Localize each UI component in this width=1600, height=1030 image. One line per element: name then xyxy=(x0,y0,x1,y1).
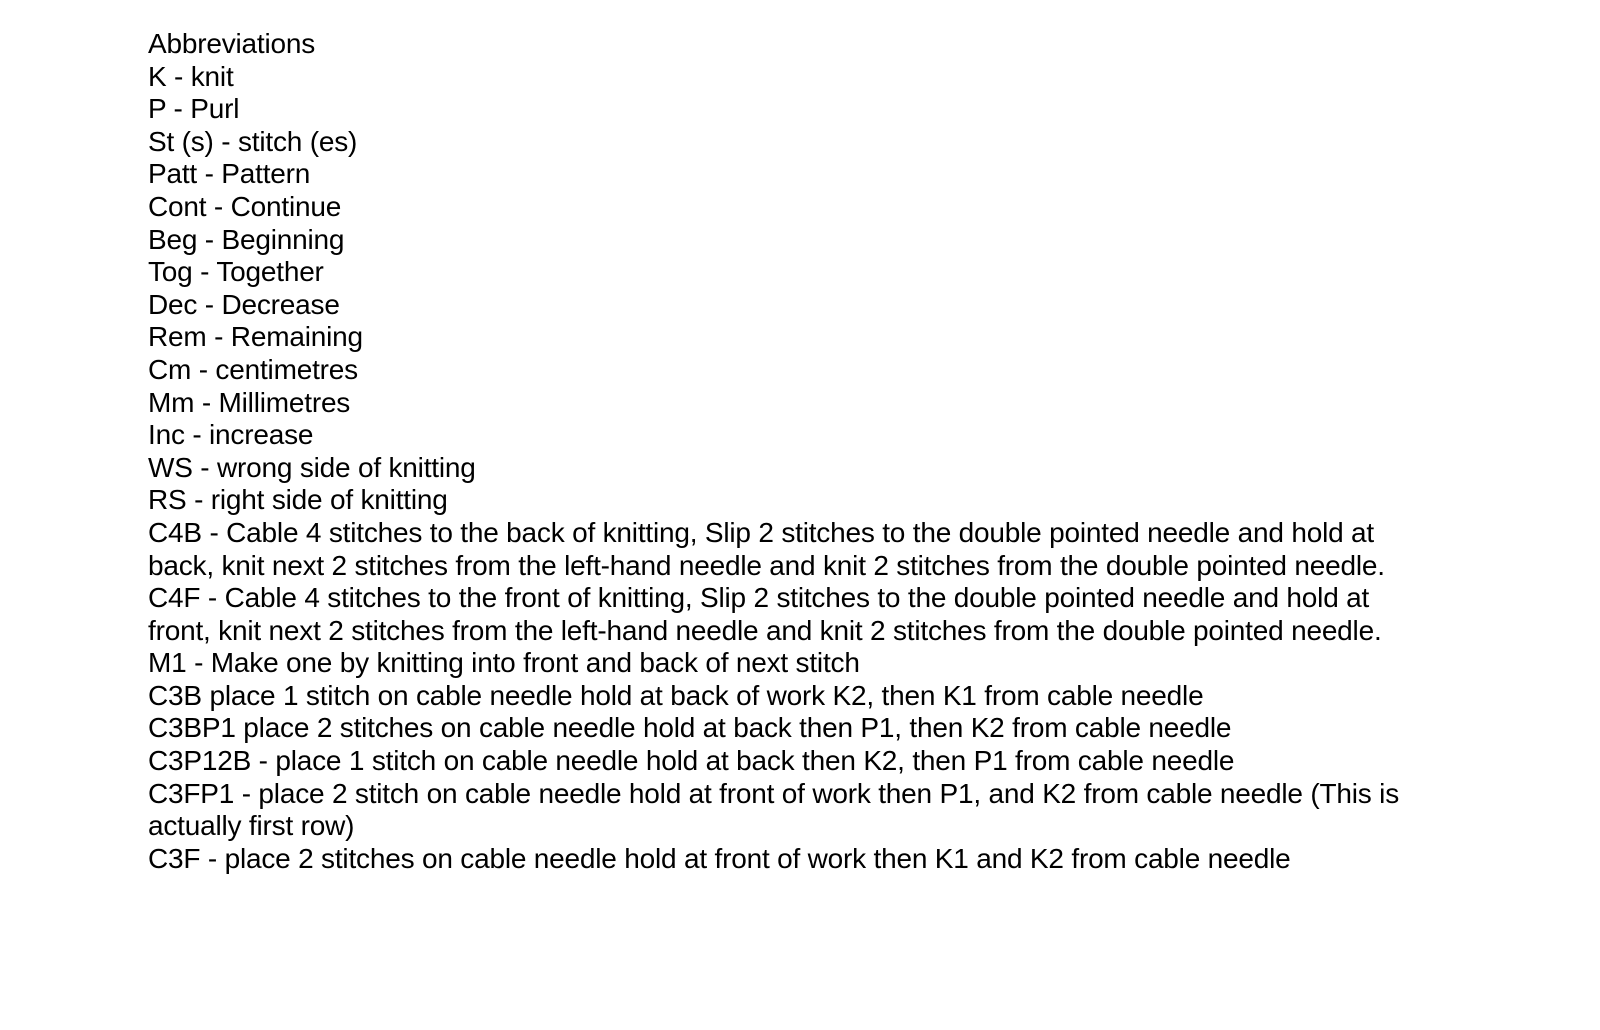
abbreviation-entry: Tog - Together xyxy=(148,256,324,288)
abbreviation-entry: Cont - Continue xyxy=(148,190,342,222)
abbreviation-entry: Beg - Beginning xyxy=(148,223,345,255)
abbreviation-entry: Patt - Pattern xyxy=(148,158,311,190)
document-heading: Abbreviations xyxy=(148,28,316,59)
abbreviation-entry: St (s) - stitch (es) xyxy=(148,125,358,157)
abbreviation-entry: Rem - Remaining xyxy=(148,321,363,353)
abbreviation-entry: K - knit xyxy=(148,60,234,92)
abbreviation-entry: C4B - Cable 4 stitches to the back of knitting, Slip 2 stitches to the double pointed needle and hold at back, knit next 2 stitches from the left-hand needle and knit 2 stitches from the double pointed needle. xyxy=(148,516,1385,581)
abbreviation-entry: C3FP1 - place 2 stitch on cable needle hold at front of work then P1, and K2 from cable needle (This is actually first row) xyxy=(148,777,1399,842)
abbreviations-document xyxy=(148,28,1448,875)
abbreviation-entry: WS - wrong side of knitting xyxy=(148,451,476,483)
abbreviation-entry: C3BP1 place 2 stitches on cable needle hold at back then P1, then K2 from cable needle xyxy=(148,712,1232,744)
abbreviation-entry: C3P12B - place 1 stitch on cable needle hold at back then K2, then P1 from cable needle xyxy=(148,745,1235,777)
abbreviation-entry: P - Purl xyxy=(148,93,240,125)
abbreviation-entry: C4F - Cable 4 stitches to the front of knitting, Slip 2 stitches to the double pointed needle and hold at front, knit next 2 stitches from the left-hand needle and knit 2 stitches from the double pointed needle. xyxy=(148,582,1382,646)
abbreviation-entry: Dec - Decrease xyxy=(148,288,340,320)
abbreviation-entry: C3B place 1 stitch on cable needle hold at back of work K2, then K1 from cable needle xyxy=(148,679,1204,711)
abbreviation-entry: Mm - Millimetres xyxy=(148,386,351,418)
abbreviation-entry: C3F - place 2 stitches on cable needle hold at front of work then K1 and K2 from cable needle xyxy=(148,842,1291,874)
abbreviation-entry: M1 - Make one by knitting into front and back of next stitch xyxy=(148,647,860,679)
abbreviation-entry: RS - right side of knitting xyxy=(148,484,448,516)
abbreviation-entry: Cm - centimetres xyxy=(148,353,358,385)
abbreviation-entry: Inc - increase xyxy=(148,419,314,451)
